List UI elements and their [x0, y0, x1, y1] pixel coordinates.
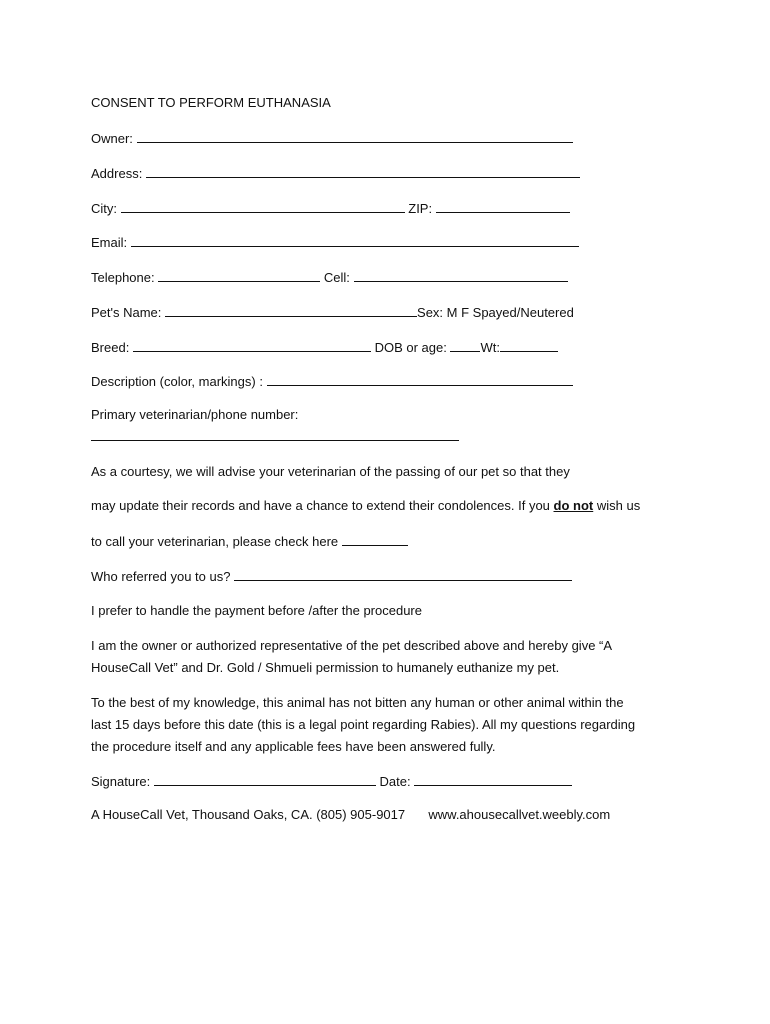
cell-field[interactable] [354, 269, 568, 282]
address-field[interactable] [146, 165, 580, 178]
city-field[interactable] [121, 200, 405, 213]
breed-field[interactable] [133, 339, 371, 352]
description-label: Description (color, markings) : [91, 374, 263, 389]
footer-website: www.ahousecallvet.weebly.com [428, 807, 611, 822]
footer-row [91, 807, 610, 823]
primary-vet-field[interactable] [91, 428, 459, 441]
telephone-field[interactable] [158, 269, 320, 282]
breed-row [91, 339, 558, 356]
pet-name-row [91, 304, 574, 321]
courtesy-text-end: wish us [593, 498, 641, 513]
sex-label: Sex: M F Spayed/Neutered [417, 305, 574, 320]
signature-field[interactable] [154, 773, 376, 786]
city-label: City: [91, 201, 117, 216]
referred-label: Who referred you to us? [91, 569, 231, 584]
referred-field[interactable] [234, 568, 572, 581]
owner-label: Owner: [91, 131, 133, 146]
form-title: CONSENT TO PERFORM EUTHANASIA [91, 95, 331, 110]
zip-label: ZIP: [408, 201, 433, 216]
telephone-label: Telephone: [91, 270, 155, 285]
rabies-line-2: last 15 days before this date (this is a legal point regarding Rabies). All my questions regarding [91, 717, 636, 732]
courtesy-line-2 [91, 498, 640, 514]
email-field[interactable] [131, 234, 579, 247]
phone-row [91, 269, 568, 286]
footer-contact: A HouseCall Vet, Thousand Oaks, CA. (805) 905-9017 [91, 807, 406, 822]
courtesy-line-1: As a courtesy, we will advise your veterinarian of the passing of our pet so that they [91, 464, 570, 479]
pet-name-field[interactable] [165, 304, 417, 317]
email-row [91, 234, 579, 251]
signature-label: Signature: [91, 774, 151, 789]
city-zip-row [91, 200, 570, 217]
email-label: Email: [91, 235, 128, 250]
dob-label: DOB or age: [374, 340, 447, 355]
address-label: Address: [91, 166, 143, 181]
owner-field[interactable] [137, 130, 573, 143]
address-row [91, 165, 580, 182]
referral-row [91, 568, 572, 585]
courtesy-text: may update their records and have a chance to extend their condolences. If you [91, 498, 554, 513]
do-not-emphasis: do not [553, 498, 594, 513]
wt-field[interactable] [500, 339, 558, 352]
payment-preference: I prefer to handle the payment before /after the procedure [91, 603, 422, 618]
signature-row [91, 773, 572, 790]
no-call-check-field[interactable] [342, 533, 408, 546]
breed-label: Breed: [91, 340, 130, 355]
primary-vet-row [91, 428, 459, 445]
description-row [91, 373, 573, 390]
rabies-line-1: To the best of my knowledge, this animal has not bitten any human or other animal within the [91, 695, 624, 710]
rabies-line-3: the procedure itself and any applicable fees have been answered fully. [91, 739, 496, 754]
description-field[interactable] [267, 373, 573, 386]
zip-field[interactable] [436, 200, 570, 213]
pet-name-label: Pet's Name: [91, 305, 162, 320]
authorization-line-2: HouseCall Vet” and Dr. Gold / Shmueli permission to humanely euthanize my pet. [91, 660, 560, 675]
date-label: Date: [379, 774, 411, 789]
dob-field[interactable] [450, 339, 480, 352]
authorization-line-1: I am the owner or authorized representative of the pet described above and hereby give “A [91, 638, 613, 653]
wt-label: Wt: [480, 340, 500, 355]
date-field[interactable] [414, 773, 572, 786]
courtesy-line-3 [91, 533, 408, 550]
primary-vet-label: Primary veterinarian/phone number: [91, 407, 299, 422]
cell-label: Cell: [323, 270, 350, 285]
check-here-label: to call your veterinarian, please check here [91, 534, 339, 549]
owner-row [91, 130, 573, 147]
